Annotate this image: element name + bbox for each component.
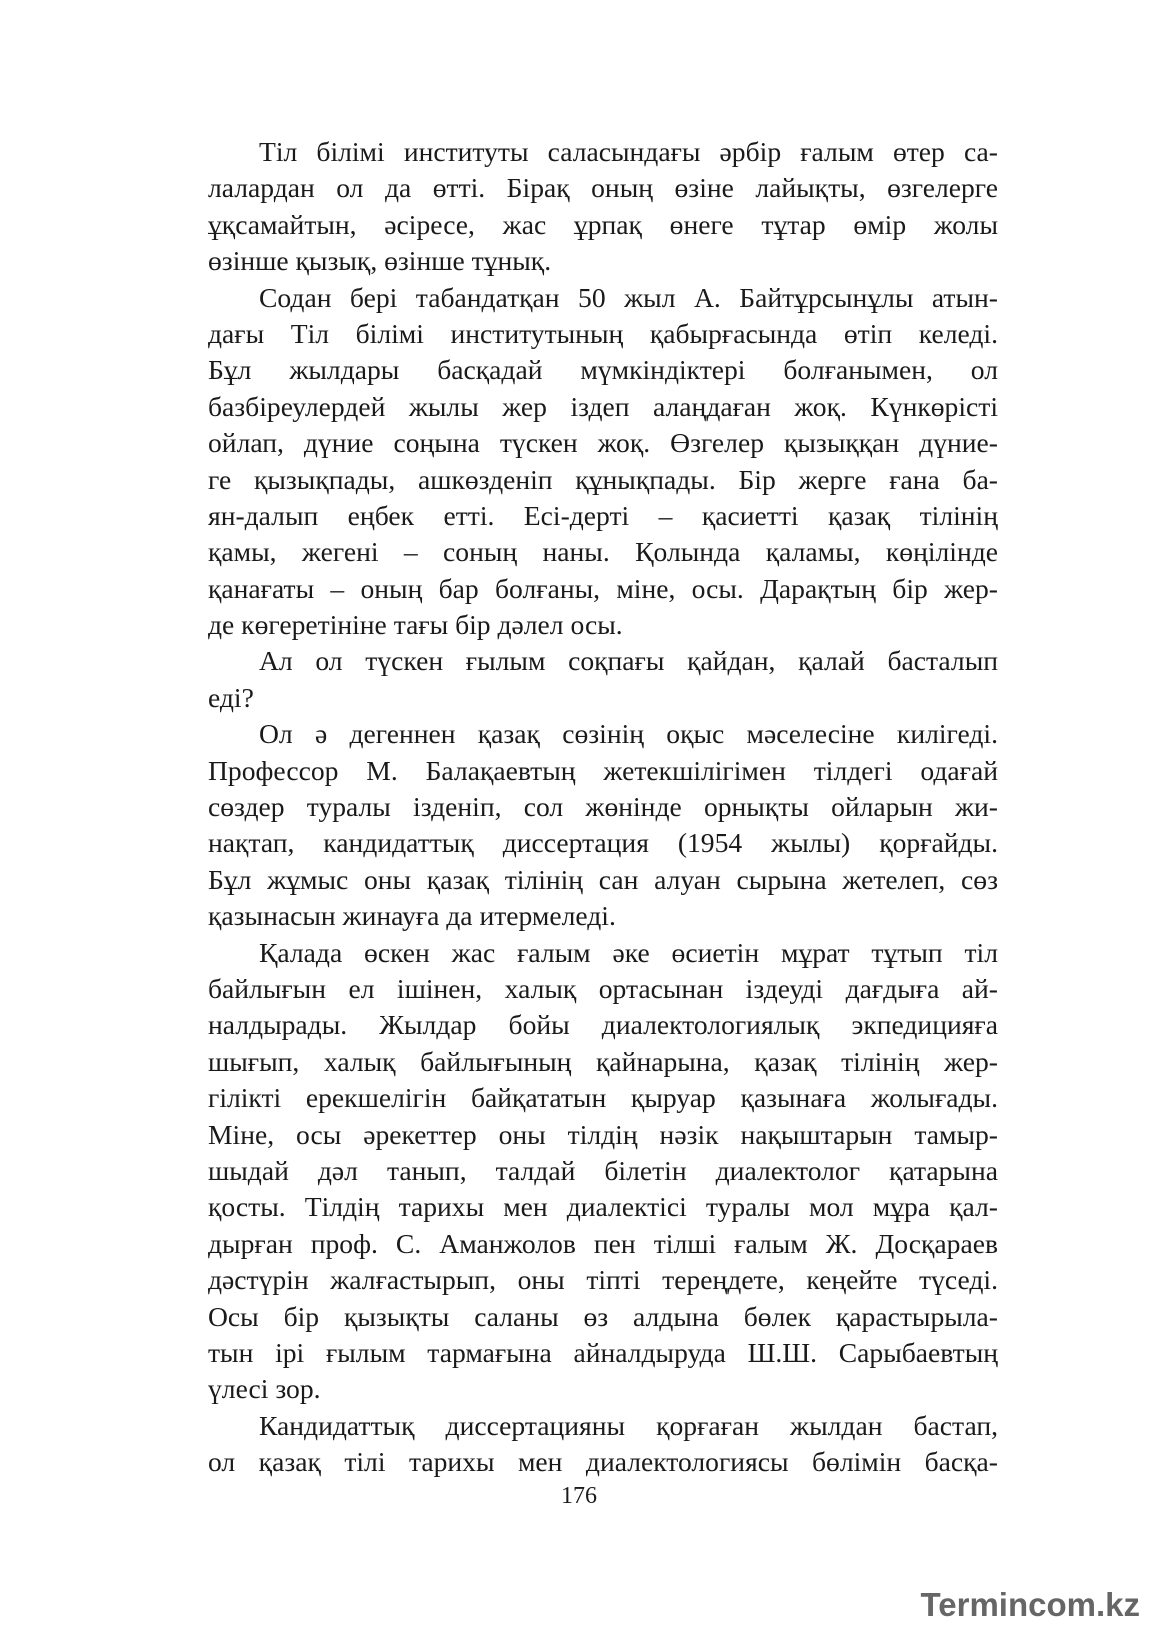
text-line: Міне, осы әрекеттер оны тілдің нәзік нақыштарын тамыр- — [208, 1118, 998, 1150]
text-line: Кандидаттық диссертацияны қорғаған жылдан бастап, — [259, 1409, 998, 1441]
text-line: тын ірі ғылым тармағына айналдыруда Ш.Ш. Сарыбаевтың — [208, 1336, 998, 1368]
text-line: ойлап, дүние соңына түскен жоқ. Өзгелер қызыққан дүние- — [208, 427, 998, 459]
text-line: дырған проф. С. Аманжолов пен тілші ғалым Ж. Досқараев — [208, 1227, 998, 1259]
text-line: де көгеретініне тағы бір дәлел осы. — [208, 609, 623, 641]
text-line: Ал ол түскен ғылым соқпағы қайдан, қалай басталып — [259, 645, 998, 677]
watermark-text: Termincom.kz — [920, 1586, 1140, 1623]
text-line: ге қызықпады, ашкөзденіп құнықпады. Бір жерге ғана ба- — [208, 463, 998, 495]
text-line: Ол ә дегеннен қазақ сөзінің оқыс мәселесіне килігеді. — [259, 718, 998, 750]
text-line: ян-далып еңбек етті. Есі-дерті – қасиетті қазақ тілінің — [208, 499, 998, 531]
text-line: Осы бір қызықты саланы өз алдына бөлек қарастырыла- — [208, 1300, 998, 1332]
text-line: дәстүрін жалғастырып, оны тіпті тереңдете, кеңейте түседі. — [208, 1264, 998, 1296]
text-line: лалардан ол да өтті. Бірақ оның өзіне лайықты, өзгелерге — [208, 172, 998, 204]
text-line: налдырады. Жылдар бойы диалектологиялық экпедицияға — [208, 1009, 998, 1041]
text-line: Профессор М. Балақаевтың жетекшілігімен тілдегі одағай — [208, 754, 998, 786]
text-line: қанағаты – оның бар болғаны, міне, осы. Дарақтың бір жер- — [208, 572, 998, 604]
text-line: гілікті ерекшелігін байқататын қыруар қазынаға жолығады. — [208, 1082, 998, 1114]
text-line: еді? — [208, 681, 254, 713]
text-line: өзінше қызық, өзінше тұнық. — [208, 245, 552, 277]
text-line: Содан бері табандатқан 50 жыл А. Байтұрсынұлы атын- — [259, 281, 998, 313]
text-line: Тіл білімі институты саласындағы әрбір ғалым өтер са- — [259, 136, 998, 167]
text-line: сөздер туралы ізденіп, сол жөнінде орнықты ойларын жи- — [208, 791, 998, 823]
page-body-text — [208, 134, 998, 1480]
text-line: нақтап, кандидаттық диссертация (1954 жылы) қорғайды. — [208, 827, 998, 859]
text-line: Бұл жұмыс оны қазақ тілінің сан алуан сырына жетелеп, сөз — [208, 863, 998, 895]
text-line: үлесі зор. — [208, 1373, 321, 1405]
text-line: базбіреулердей жылы жер іздеп алаңдаған жоқ. Күнкөрісті — [208, 390, 998, 422]
text-line: Бұл жылдары басқадай мүмкіндіктері болғанымен, ол — [208, 354, 998, 386]
page-number: 176 — [561, 1483, 597, 1509]
text-line: дағы Тіл білімі институтының қабырғасында өтіп келеді. — [208, 317, 998, 349]
text-line: қамы, жегені – соның наны. Қолында қаламы, көңілінде — [208, 536, 998, 568]
text-line: шығып, халық байлығының қайнарына, қазақ тілінің жер- — [208, 1045, 998, 1077]
text-line: ұқсамайтын, әсіресе, жас ұрпақ өнеге тұтар өмір жолы — [208, 208, 998, 240]
text-line: ол қазақ тілі тарихы мен диалектологиясы бөлімін басқа- — [208, 1446, 998, 1478]
site-watermark — [921, 1587, 1140, 1623]
text-line: қазынасын жинауға да итермеледі. — [208, 900, 616, 932]
text-line: қосты. Тілдің тарихы мен диалектісі туралы мол мұра қал- — [208, 1191, 998, 1223]
text-line: шыдай дәл танып, талдай білетін диалектолог қатарына — [208, 1154, 998, 1186]
text-line: Қалада өскен жас ғалым әке өсиетін мұрат тұтып тіл — [259, 936, 998, 968]
text-line: байлығын ел ішінен, халық ортасынан іздеуді дағдыға ай- — [208, 972, 998, 1004]
